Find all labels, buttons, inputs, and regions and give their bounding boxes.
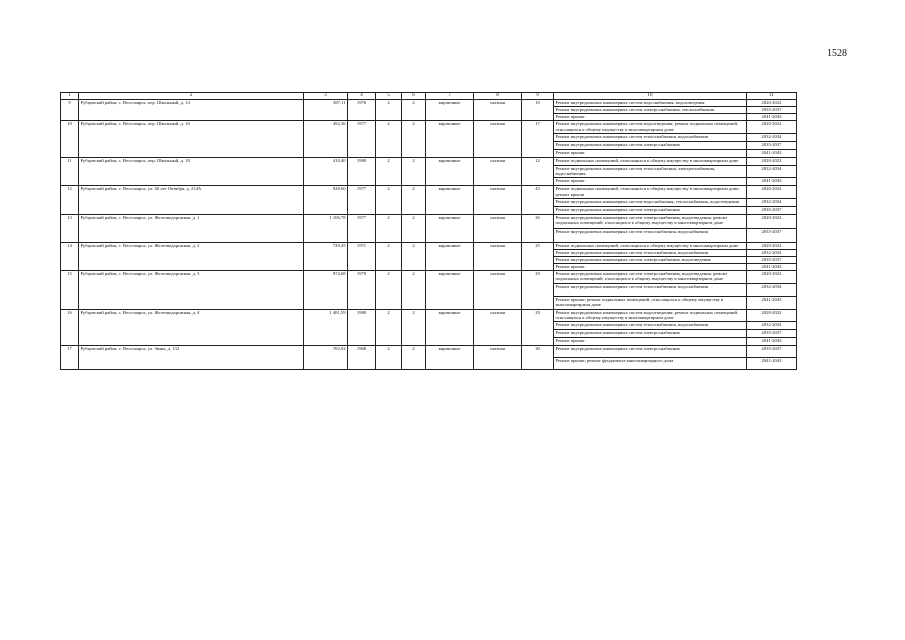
work-description-cell: Ремонт внутридомовых инженерных систем электроснабжения [554,346,747,358]
work-description-cell: Ремонт внутридомовых инженерных систем теплоснабжения, водоснабжения [554,283,747,296]
entrances-cell: 2 [402,214,426,242]
work-description-cell: Ремонт внутридомовых инженерных систем теплоснабжения, водоснабжения [554,228,747,242]
period-cell: 2020-2022 [747,157,797,165]
column-header: 9 [522,93,554,100]
roof-type-cell: скатная [474,346,522,370]
residents-cell: 12 [522,157,554,185]
period-cell: 2020-2022 [747,214,797,228]
work-description-cell: Ремонт внутридомовых инженерных систем теплоснабжения, водоснабжения [554,322,747,330]
floors-cell: 2 [376,121,402,157]
period-cell: 2020-2022 [747,121,797,133]
year-cell: 1980 [348,309,376,345]
row-number: 16 [61,309,79,345]
work-description-cell: Ремонт подвальных помещений, относящихся к общему имуществу в многоквартирном доме [554,157,747,165]
floors-cell: 2 [376,100,402,121]
work-description-cell: Ремонт внутридомовых инженерных систем электроснабжения, водоотведения; ремонт подвальных помещений, относящихся к общему имуществу в многоквартирном доме [554,270,747,283]
period-cell: 2041-2043 [747,178,797,186]
table-row [61,157,797,165]
year-cell: 1977 [348,214,376,242]
entrances-cell: 2 [402,100,426,121]
address-cell: Рубцовский район, с. Веселоярск, пер. Школьный, д. 16 [79,121,304,157]
floors-cell: 2 [376,309,402,345]
period-cell: 2035-2037 [747,107,797,114]
roof-type-cell: скатная [474,309,522,345]
year-cell: 1968 [348,346,376,370]
floors-cell: 2 [376,242,402,270]
column-header: 5 [376,93,402,100]
period-cell: 2041-2043 [747,263,797,270]
work-description-cell: Ремонт подвальных помещений, относящихся к общему имуществу в многоквартирном доме [554,242,747,249]
floors-cell: 2 [376,346,402,370]
work-description-cell: Ремонт внутридомовых инженерных систем водоснабжения, водоотведения [554,100,747,107]
roof-type-cell: скатная [474,100,522,121]
roof-type-cell: скатная [474,121,522,157]
material-cell: кирпичные [426,214,474,242]
period-cell: 2020-2022 [747,309,797,321]
material-cell: кирпичные [426,270,474,309]
area-cell: 387,11 [304,100,348,121]
period-cell: 2032-2034 [747,249,797,256]
year-cell: 1979 [348,270,376,309]
floors-cell: 2 [376,214,402,242]
residents-cell: 26 [522,214,554,242]
address-cell: Рубцовский район, с. Веселоярск, ул. 40 лет Октября, д. 214А [79,186,304,214]
floors-cell: 2 [376,186,402,214]
address-cell: Рубцовский район, с. Веселоярск, ул. Зимы, д. 132 [79,346,304,370]
work-description-cell: Ремонт внутридомовых инженерных систем теплоснабжения, водоснабжения [554,133,747,141]
residents-cell: 17 [522,121,554,157]
entrances-cell: 2 [402,309,426,345]
row-number: 15 [61,270,79,309]
residents-cell: 30 [522,346,554,370]
area-cell: 702,92 [304,346,348,370]
entrances-cell: 2 [402,270,426,309]
row-number: 17 [61,346,79,370]
address-cell: Рубцовский район, с. Веселоярск, пер. Школьный, д. 14 [79,100,304,121]
work-description-cell: Ремонт внутридомовых инженерных систем электроснабжения [554,141,747,149]
material-cell: кирпичные [426,186,474,214]
table-row [61,242,797,249]
roof-type-cell: скатная [474,214,522,242]
page-number: 1528 [827,48,847,59]
capital-repair-table [60,92,797,370]
column-header: 8 [474,93,522,100]
period-cell: 2020-2022 [747,270,797,283]
period-cell: 2041-2043 [747,358,797,370]
work-description-cell: Ремонт внутридомовых инженерных систем водоотведения; ремонт подвальных помещений, относящихся к общему имуществу в многоквартирном доме [554,121,747,133]
roof-type-cell: скатная [474,270,522,309]
roof-type-cell: скатная [474,186,522,214]
table-body [61,100,797,370]
year-cell: 1977 [348,186,376,214]
work-description-cell: Ремонт крыши; ремонт фундамента многоквартирного дома [554,358,747,370]
material-cell: кирпичные [426,242,474,270]
column-header: 4 [348,93,376,100]
address-cell: Рубцовский район, с. Веселоярск, ул. Железнодорожная, д. 3 [79,270,304,309]
roof-type-cell: скатная [474,242,522,270]
period-cell: 2041-2043 [747,338,797,346]
entrances-cell: 2 [402,346,426,370]
row-number: 13 [61,214,79,242]
work-description-cell: Ремонт крыши [554,338,747,346]
residents-cell: 29 [522,309,554,345]
row-number: 12 [61,186,79,214]
column-header: 10 [554,93,747,100]
work-description-cell: Ремонт внутридомовых инженерных систем электроснабжения, водоотведения; ремонт подвальных помещений, относящихся к общему имуществу в многоквартирном доме [554,214,747,228]
work-description-cell: Ремонт внутридомовых инженерных систем водоснабжения, теплоснабжения, водоотведения [554,198,747,206]
column-header: 1 [61,93,79,100]
residents-cell: 29 [522,270,554,309]
area-cell: 410,40 [304,157,348,185]
material-cell: кирпичные [426,346,474,370]
work-description-cell: Ремонт внутридомовых инженерных систем теплоснабжения, водоснабжения [554,249,747,256]
table-row [61,309,797,321]
work-description-cell: Ремонт крыши; ремонт подвальных помещений, относящихся к общему имуществу в многоквартирном доме [554,296,747,309]
period-cell: 2041-2043 [747,114,797,121]
row-number: 9 [61,100,79,121]
area-cell: 1 401,59 [304,309,348,345]
column-header: 11 [747,93,797,100]
column-number-row [61,93,797,100]
entrances-cell: 2 [402,186,426,214]
work-description-cell: Ремонт внутридомовых инженерных систем теплоснабжения, электроснабжения, водоснабжения [554,165,747,177]
period-cell: 2035-2037 [747,141,797,149]
area-cell: 729,45 [304,242,348,270]
row-number: 11 [61,157,79,185]
period-cell: 2032-2034 [747,283,797,296]
roof-type-cell: скатная [474,157,522,185]
table-row [61,100,797,107]
area-cell: 874,68 [304,270,348,309]
work-description-cell: Ремонт подвальных помещений, относящихся к общему имуществу в многоквартирном доме; ремонт крыши [554,186,747,198]
residents-cell: 25 [522,242,554,270]
table-row [61,186,797,198]
period-cell: 2032-2034 [747,165,797,177]
area-cell: 1 106,78 [304,214,348,242]
period-cell: 2035-2037 [747,228,797,242]
material-cell: кирпичные [426,121,474,157]
period-cell: 2035-2037 [747,256,797,263]
period-cell: 2035-2037 [747,330,797,338]
work-description-cell: Ремонт внутридомовых инженерных систем электроснабжения [554,206,747,214]
work-description-cell: Ремонт крыши [554,178,747,186]
work-description-cell: Ремонт внутридомовых инженерных систем электроснабжения, теплоснабжения [554,107,747,114]
year-cell: 1976 [348,100,376,121]
residents-cell: 43 [522,186,554,214]
entrances-cell: 2 [402,121,426,157]
work-description-cell: Ремонт крыши [554,114,747,121]
address-cell: Рубцовский район, с. Веселоярск, ул. Железнодорожная, д. 4 [79,309,304,345]
row-number: 14 [61,242,79,270]
area-cell: 492,36 [304,121,348,157]
period-cell: 2041-2043 [747,296,797,309]
column-header: 2 [79,93,304,100]
area-cell: 928,60 [304,186,348,214]
row-number: 10 [61,121,79,157]
work-description-cell: Ремонт крыши [554,263,747,270]
address-cell: Рубцовский район, с. Веселоярск, ул. Железнодорожная, д. 2 [79,242,304,270]
material-cell: кирпичные [426,157,474,185]
period-cell: 2020-2022 [747,242,797,249]
table-row [61,346,797,358]
column-header: 7 [426,93,474,100]
column-header: 3 [304,93,348,100]
floors-cell: 2 [376,157,402,185]
entrances-cell: 2 [402,242,426,270]
material-cell: кирпичные [426,100,474,121]
year-cell: 1977 [348,121,376,157]
address-cell: Рубцовский район, с. Веселоярск, ул. Железнодорожная, д. 1 [79,214,304,242]
period-cell: 2020-2022 [747,186,797,198]
period-cell: 2032-2034 [747,198,797,206]
floors-cell: 2 [376,270,402,309]
entrances-cell: 2 [402,157,426,185]
work-description-cell: Ремонт внутридомовых инженерных систем электроснабжения [554,330,747,338]
work-description-cell: Ремонт крыши [554,149,747,157]
work-description-cell: Ремонт внутридомовых инженерных систем электроснабжения, водоотведения [554,256,747,263]
year-cell: 1971 [348,242,376,270]
period-cell: 2041-2043 [747,149,797,157]
period-cell: 2035-2037 [747,346,797,358]
period-cell: 2032-2034 [747,322,797,330]
table-row [61,270,797,283]
table-row [61,121,797,133]
period-cell: 2020-2022 [747,100,797,107]
work-description-cell: Ремонт внутридомовых инженерных систем водоотведения; ремонт подвальных помещений, относящихся к общему имуществу в многоквартирном доме [554,309,747,321]
column-header: 6 [402,93,426,100]
table-row [61,214,797,228]
period-cell: 2032-2034 [747,133,797,141]
year-cell: 1980 [348,157,376,185]
period-cell: 2035-2037 [747,206,797,214]
address-cell: Рубцовский район, с. Веселоярск, пер. Школьный, д. 18 [79,157,304,185]
material-cell: кирпичные [426,309,474,345]
residents-cell: 10 [522,100,554,121]
